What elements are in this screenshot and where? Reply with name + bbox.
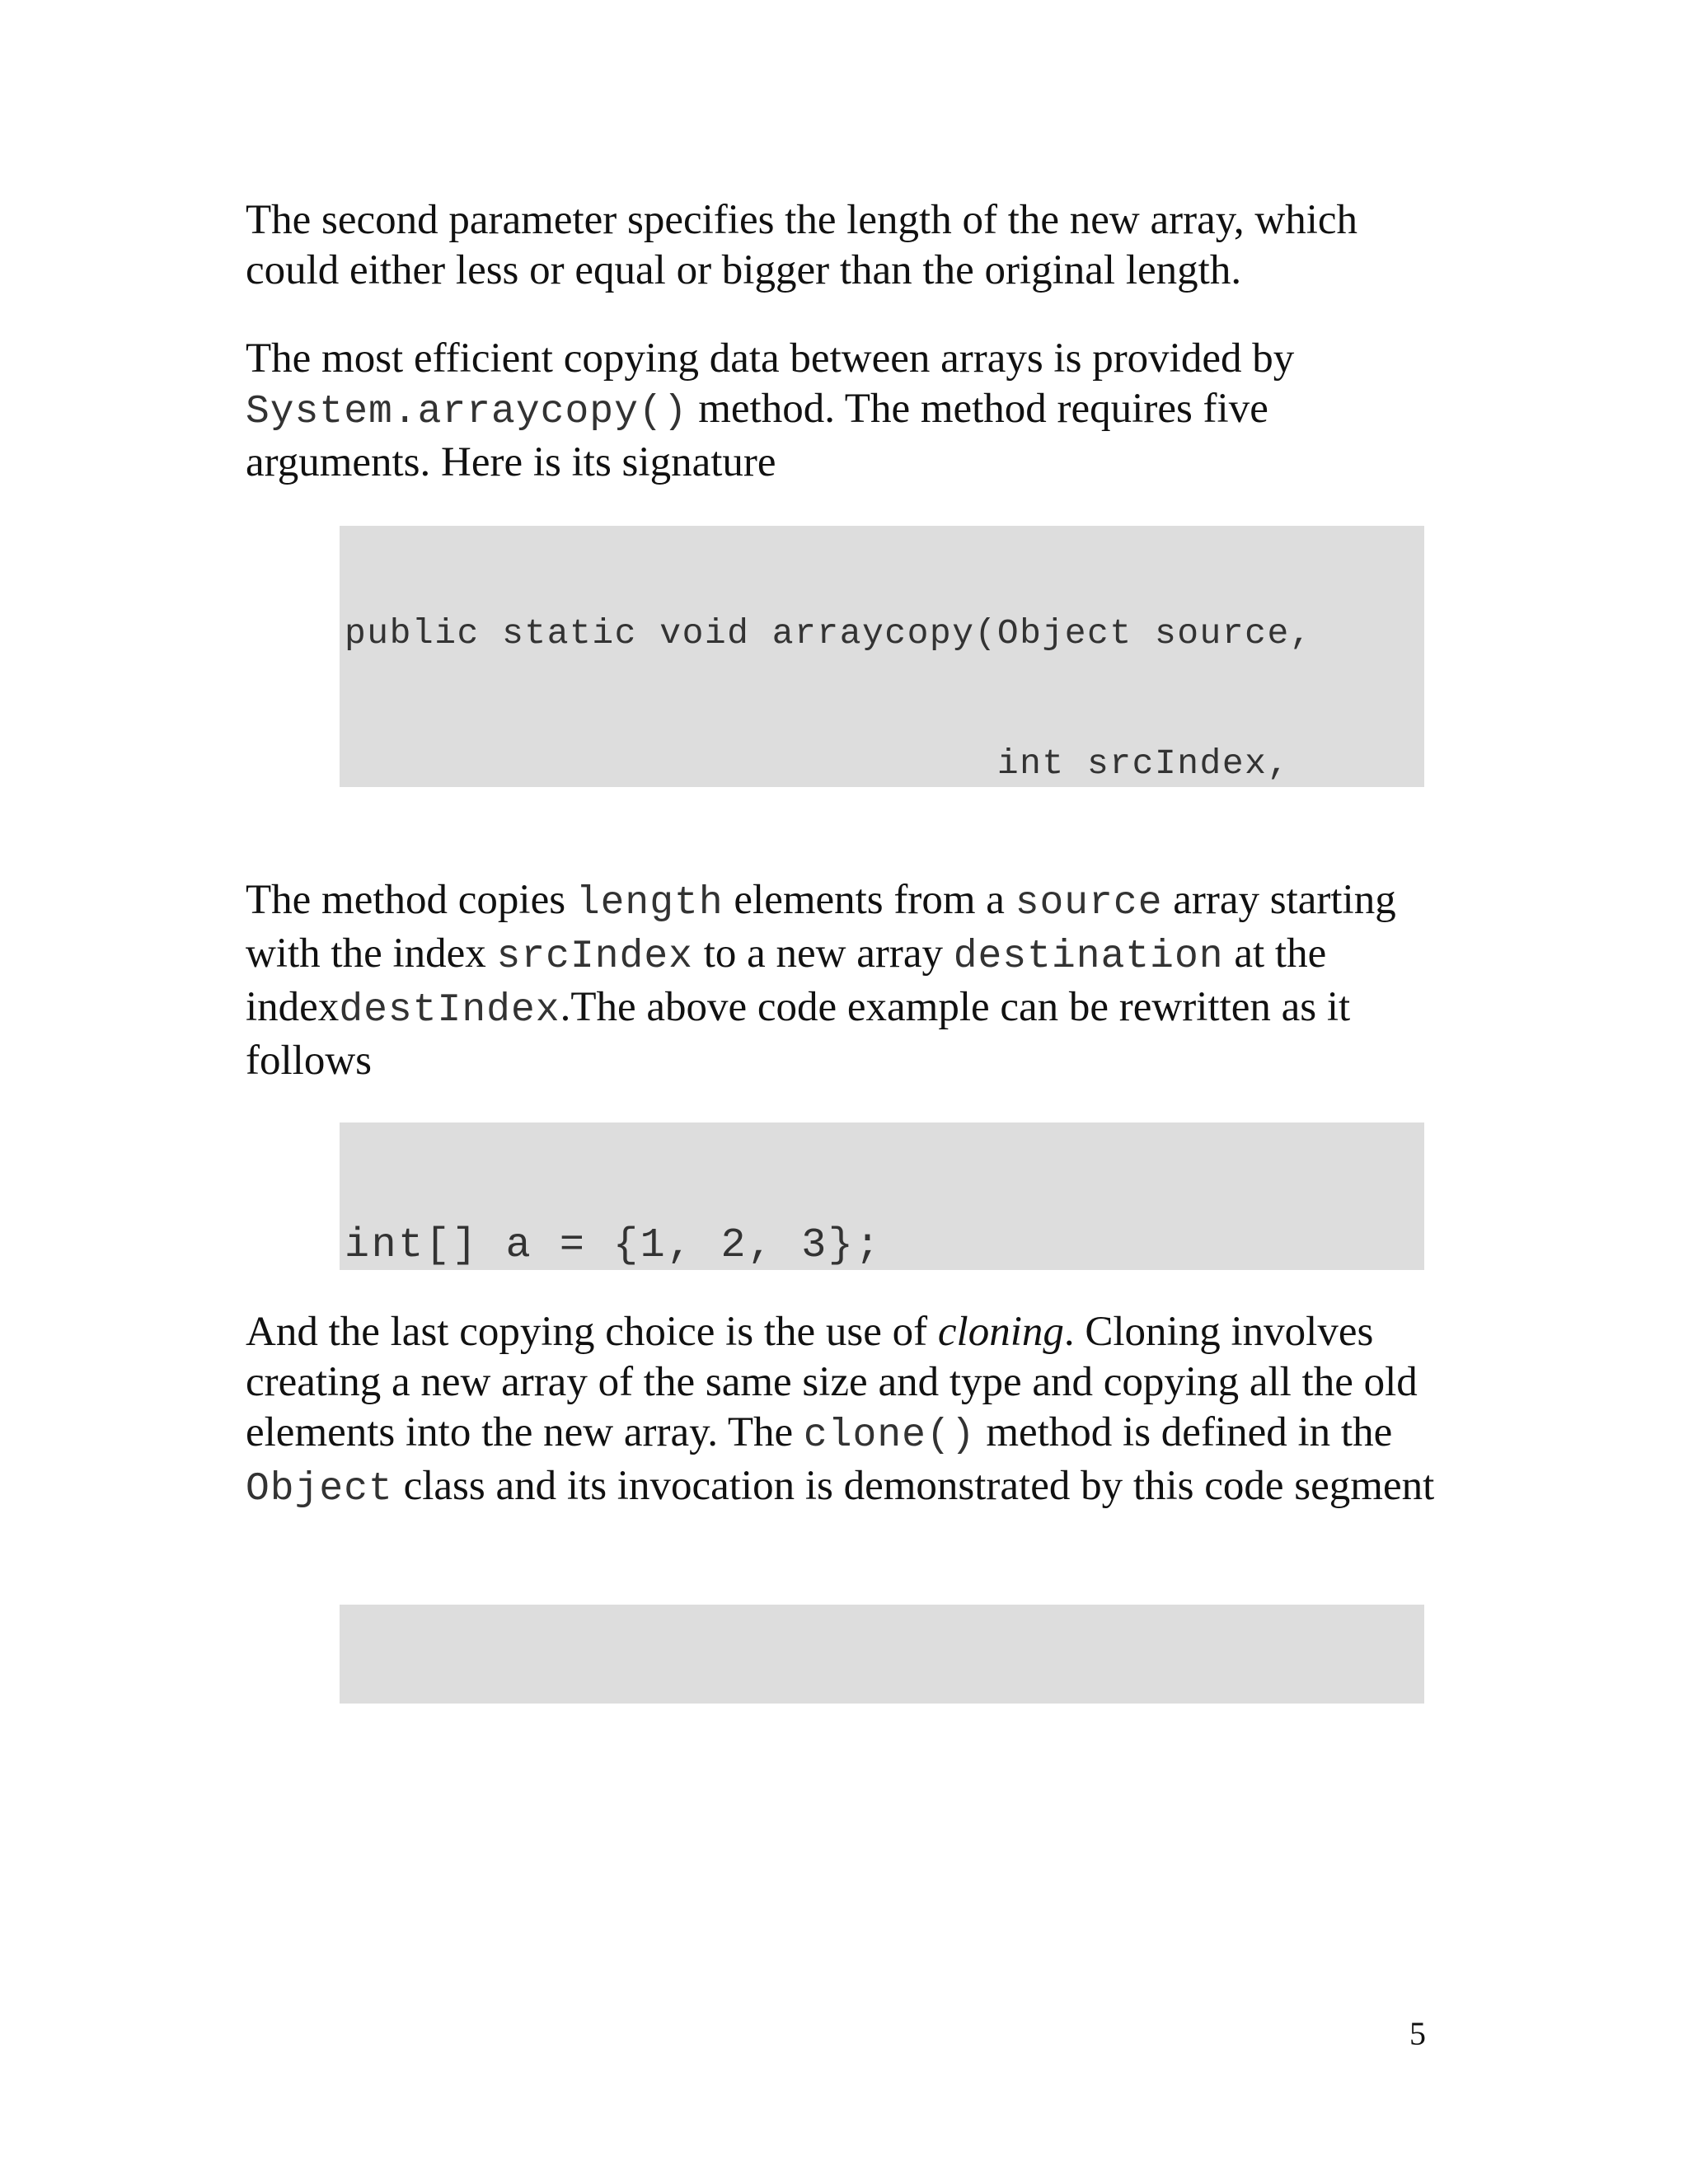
code-block-arraycopy-example: [340, 1122, 1424, 1270]
paragraph-text: class and its invocation is demonstrated by this code segment: [392, 1463, 1435, 1509]
inline-code-length: length: [575, 881, 724, 926]
code-block-clone-example: [340, 1605, 1424, 1704]
code-line: int srcIndex,: [345, 743, 1290, 784]
paragraph-text: at the index: [246, 930, 1327, 1030]
paragraph-text: elements from a: [723, 877, 1015, 923]
inline-code-object: Object: [246, 1467, 393, 1511]
paragraph-text: .The above code example can be rewritten as it follows: [246, 984, 1351, 1084]
inline-code-system-arraycopy: System.arraycopy(): [246, 390, 688, 434]
code-line: int[] a = {1, 2, 3};: [345, 1222, 883, 1269]
inline-code-destindex: destIndex: [339, 988, 560, 1033]
code-line: public static void arraycopy(Object source,: [345, 613, 1313, 654]
paragraph-text: method is defined in the: [975, 1409, 1393, 1455]
emphasis-cloning: cloning: [937, 1309, 1064, 1355]
code-block-arraycopy-signature: [340, 526, 1424, 787]
inline-code-source: source: [1015, 881, 1163, 926]
paragraph-text: method. The method requires five arguments. Here is its signature: [246, 386, 1268, 485]
paragraph-cloning: [246, 1307, 1441, 1515]
inline-code-destination: destination: [953, 935, 1224, 979]
inline-code-clone: clone(): [803, 1413, 976, 1458]
paragraph-length-parameter: [246, 195, 1441, 296]
paragraph-text: The second parameter specifies the length of the new array, which could either less or equal or bigger than the original length.: [246, 197, 1358, 293]
paragraph-text: . Cloning involves creating a new array of the same size and type and copying all the old elements into the new array. The: [246, 1309, 1418, 1455]
page-number: 5: [1409, 2015, 1426, 2052]
paragraph-text: And the last copying choice is the use of: [246, 1309, 938, 1355]
paragraph-arraycopy-explanation: [246, 875, 1441, 1086]
inline-code-srcindex: srcIndex: [496, 935, 693, 979]
paragraph-text: array starting with the index: [246, 877, 1396, 977]
paragraph-text: The method copies: [246, 877, 576, 923]
paragraph-text: to a new array: [692, 930, 954, 977]
paragraph-text: The most efficient copying data between arrays is provided by: [246, 335, 1295, 382]
paragraph-arraycopy-intro: [246, 334, 1441, 488]
